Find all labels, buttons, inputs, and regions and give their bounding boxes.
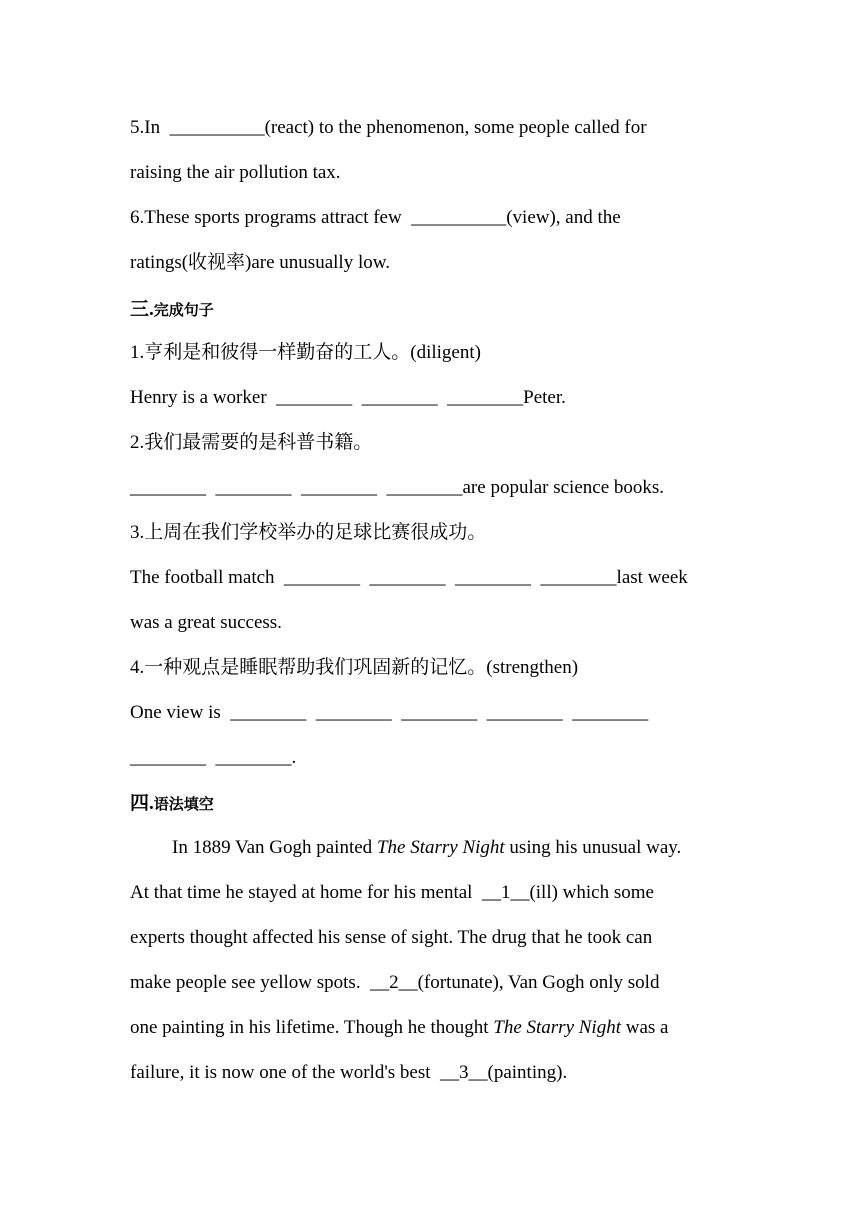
section-4-heading (130, 792, 214, 816)
sentence-3-english-cont: was a great success. (130, 612, 282, 633)
passage-line-1 (172, 836, 681, 860)
question-6-line-2: ratings(收视率)are unusually low. (130, 252, 390, 273)
passage-text: using his unusual way. (504, 837, 682, 858)
section-3-heading (130, 298, 214, 322)
sentence-4-chinese: 4.一种观点是睡眠帮助我们巩固新的记忆。(strengthen) (130, 657, 579, 678)
passage-line-4 (130, 971, 659, 995)
passage-text: (ill) which some (529, 882, 654, 903)
passage-text: one painting in his lifetime. Though he thought (130, 1017, 494, 1038)
passage-text: was a (620, 1017, 669, 1038)
painting-title: The Starry Night (493, 1017, 621, 1038)
passage-text: make people see yellow spots. (130, 972, 371, 993)
sentence-2-chinese: 2.我们最需要的是科普书籍。 (130, 432, 373, 453)
sentence-1-chinese: 1.亨利是和彼得一样勤奋的工人。(diligent) (130, 342, 481, 363)
sentence-4-english-cont: ________ ________. (130, 747, 297, 768)
question-6-line-1: 6.These sports programs attract few __________(view), and the (130, 207, 621, 228)
passage-text: In 1889 Van Gogh painted (172, 837, 377, 858)
section-4-number: 四. (130, 793, 154, 814)
passage-line-6 (130, 1061, 567, 1085)
painting-title: The Starry Night (376, 837, 505, 858)
passage-text: failure, it is now one of the world's best (130, 1062, 441, 1083)
passage-text: At that time he stayed at home for his mental (130, 882, 482, 903)
passage-text: (fortunate), Van Gogh only sold (417, 972, 660, 993)
section-3-number: 三. (130, 299, 154, 320)
sentence-1-english: Henry is a worker ________ ________ ________Peter. (130, 387, 566, 408)
blank-2: __2__ (370, 972, 418, 993)
sentence-2-english: ________ ________ ________ ________are popular science books. (130, 477, 665, 498)
question-5-line-2: raising the air pollution tax. (130, 162, 341, 183)
sentence-3-english: The football match ________ ________ ________ ________last week (130, 567, 688, 588)
sentence-3-chinese: 3.上周在我们学校举办的足球比赛很成功。 (130, 522, 487, 543)
passage-text: (painting). (487, 1062, 568, 1083)
sentence-4-english: One view is ________ ________ ________ ________ ________ (130, 702, 649, 723)
section-4-title: 语法填空 (153, 795, 214, 813)
passage-line-5 (130, 1016, 668, 1040)
section-3-title: 完成句子 (153, 301, 214, 319)
blank-3: __3__ (440, 1062, 488, 1083)
passage-line-2 (130, 881, 654, 905)
passage-line-3: experts thought affected his sense of sight. The drug that he took can (130, 927, 653, 948)
question-5-line-1: 5.In __________(react) to the phenomenon, some people called for (130, 117, 647, 138)
blank-1: __1__ (481, 882, 530, 903)
